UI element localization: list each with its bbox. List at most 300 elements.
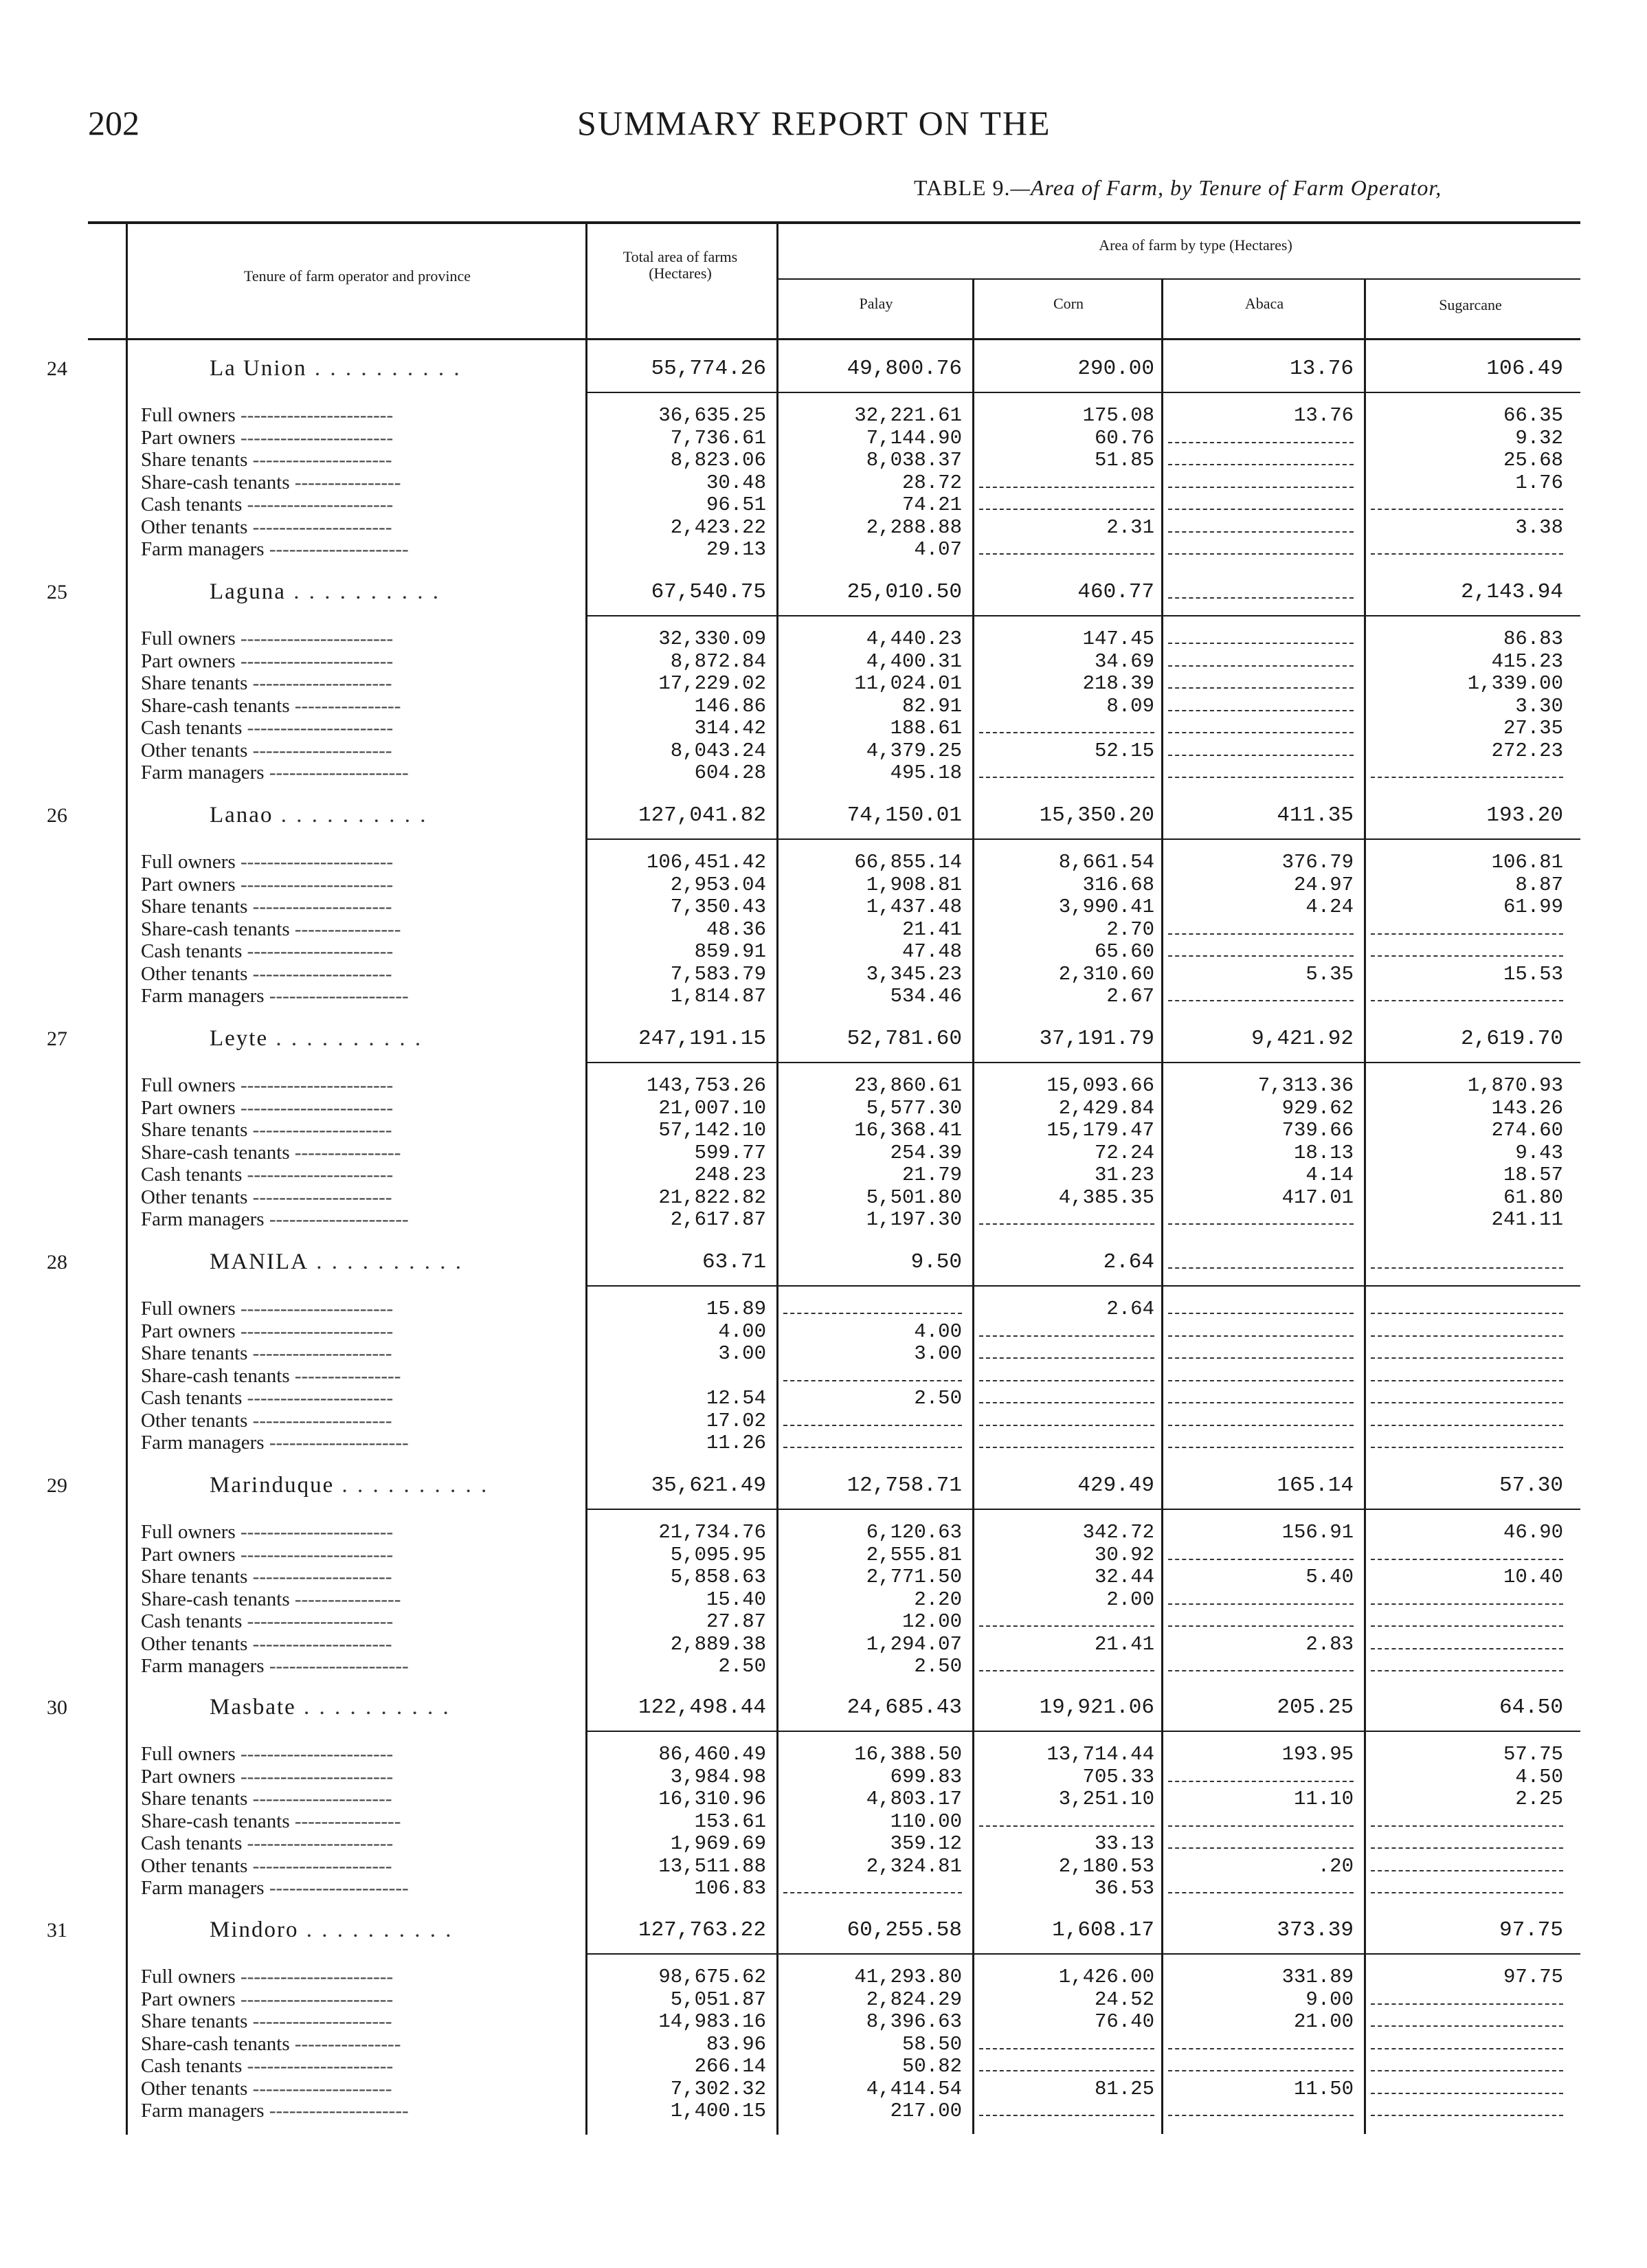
cell-total: 48.36 [706, 918, 766, 941]
leader-dots: ---------------------- [242, 1387, 394, 1409]
cell-sugar: 46.90 [1503, 1521, 1563, 1544]
province-name: Marinduque . . . . . . . . . . [210, 1473, 489, 1498]
cell-corn: 2.31 [1106, 515, 1154, 539]
cell-abaca: 156.91 [1281, 1521, 1354, 1544]
cell-palay: 47.48 [901, 940, 962, 963]
leader-dots: --------------------- [247, 1788, 392, 1810]
province-number: 24 [47, 357, 67, 380]
tenure-label: Cash tenants ---------------------- [141, 2055, 394, 2077]
cell-total: 27.87 [706, 1610, 766, 1633]
province-palay-value: 74,150.01 [847, 803, 962, 827]
cell-palay: 4,379.25 [866, 739, 962, 762]
empty-cell-dash [1371, 1402, 1563, 1403]
empty-cell-dash [1168, 1447, 1354, 1448]
leader-dots: ----------------------- [235, 1988, 394, 2010]
leader-dots: ---------------- [289, 918, 401, 940]
cell-abaca: 331.89 [1281, 1966, 1354, 1988]
empty-cell-dash [1168, 710, 1354, 711]
empty-cell-dash [979, 2115, 1154, 2116]
empty-cell-dash [1168, 1781, 1354, 1782]
province-corn-value: 2.64 [1103, 1250, 1154, 1274]
province-number: 25 [47, 581, 67, 603]
cell-corn: 31.23 [1094, 1164, 1154, 1186]
cell-corn: 3,990.41 [1058, 896, 1154, 918]
cell-palay: 5,577.30 [866, 1096, 962, 1120]
province-separator-rule [585, 1285, 1580, 1287]
empty-cell-dash [1168, 1625, 1354, 1627]
cell-corn: 21.41 [1094, 1632, 1154, 1656]
group-header-rule [778, 278, 1580, 280]
tenure-label: Farm managers --------------------- [141, 1655, 409, 1677]
leader-dots: ---------------------- [242, 717, 394, 739]
cell-corn: 4,385.35 [1058, 1186, 1154, 1209]
empty-cell-dash [1168, 732, 1354, 733]
cell-palay: 1,294.07 [866, 1632, 962, 1656]
cell-palay: 3,345.23 [866, 962, 962, 986]
province-separator-rule [585, 838, 1580, 840]
cell-corn: 8,661.54 [1058, 851, 1154, 874]
cell-palay: 359.12 [890, 1832, 962, 1855]
empty-cell-dash [979, 553, 1154, 555]
tenure-label: Part owners ----------------------- [141, 1543, 394, 1566]
tenure-label: Part owners ----------------------- [141, 873, 394, 896]
tenure-label: Other tenants --------------------- [141, 962, 392, 985]
cell-total: 248.23 [694, 1164, 766, 1186]
cell-total: 5,051.87 [670, 1988, 766, 2011]
empty-cell-dash [979, 1223, 1154, 1225]
cell-palay: 16,368.41 [854, 1119, 962, 1142]
province-palay-value: 25,010.50 [847, 580, 962, 604]
leader-dots: ---------------------- [242, 2055, 394, 2077]
province-number: 31 [47, 1919, 67, 1942]
cell-palay: 2,771.50 [866, 1566, 962, 1588]
empty-cell-dash [1168, 1313, 1354, 1314]
province-sugar-value: 2,143.94 [1461, 580, 1563, 604]
empty-cell-dash [783, 1447, 962, 1448]
cell-palay: 2.20 [914, 1588, 962, 1611]
empty-cell-dash [1168, 2048, 1354, 2049]
province-palay-value: 60,255.58 [847, 1918, 962, 1942]
cell-total: 30.48 [706, 471, 766, 494]
empty-cell-dash [1168, 464, 1354, 465]
tenure-label: Other tenants --------------------- [141, 1632, 392, 1655]
tenure-label: Full owners ----------------------- [141, 404, 394, 426]
empty-cell-dash [1371, 2025, 1563, 2027]
cell-corn: 2,429.84 [1058, 1096, 1154, 1120]
leader-dots: . . . . . . . . . . [268, 1026, 423, 1051]
empty-cell-dash [783, 1380, 962, 1381]
empty-cell-dash [1168, 1335, 1354, 1337]
province-abaca-value: 165.14 [1277, 1474, 1354, 1498]
province-separator-rule [585, 1062, 1580, 1063]
tenure-label: Part owners ----------------------- [141, 1765, 394, 1788]
table-label: TABLE 9. [914, 175, 1011, 200]
cell-corn: 1,426.00 [1058, 1966, 1154, 1988]
empty-cell-dash [1371, 1559, 1563, 1560]
cell-abaca: 417.01 [1281, 1186, 1354, 1209]
empty-cell-dash [1371, 1670, 1563, 1671]
province-separator-rule [585, 392, 1580, 393]
running-title: SUMMARY REPORT ON THE [577, 104, 1051, 142]
col-rule-palay [776, 224, 778, 2135]
cell-total: 2.50 [718, 1655, 766, 1678]
leader-dots: --------------------- [264, 1877, 409, 1899]
leader-dots: ---------------- [289, 2032, 401, 2055]
province-total-value: 122,498.44 [638, 1696, 766, 1720]
empty-cell-dash [1371, 1425, 1563, 1426]
cell-sugar: 61.99 [1503, 896, 1563, 918]
empty-cell-dash [1371, 1000, 1563, 1001]
empty-cell-dash [1371, 2003, 1563, 2005]
leader-dots: --------------------- [247, 1342, 392, 1364]
col-rule-label [126, 224, 128, 2135]
empty-cell-dash [1168, 553, 1354, 555]
tenure-label: Farm managers --------------------- [141, 985, 409, 1007]
table-header-rule [88, 338, 1580, 340]
empty-cell-dash [1371, 955, 1563, 957]
leader-dots: ---------------- [289, 1810, 401, 1832]
cell-palay: 2,288.88 [866, 515, 962, 539]
col-rule-abaca [1161, 278, 1163, 2134]
tenure-label: Other tenants --------------------- [141, 515, 392, 538]
cell-palay: 217.00 [890, 2100, 962, 2122]
leader-dots: --------------------- [264, 538, 409, 560]
cell-abaca: 9.00 [1306, 1988, 1354, 2011]
cell-abaca: 4.14 [1306, 1164, 1354, 1186]
cell-sugar: 2.25 [1515, 1788, 1563, 1810]
cell-total: 3.00 [718, 1342, 766, 1365]
cell-sugar: 1,339.00 [1467, 672, 1563, 695]
cell-total: 86,460.49 [658, 1743, 766, 1766]
leader-dots: ----------------------- [235, 404, 394, 426]
cell-corn: 76.40 [1094, 2010, 1154, 2033]
province-total-value: 35,621.49 [651, 1474, 766, 1498]
cell-total: 3,984.98 [670, 1765, 766, 1788]
tenure-label: Share-cash tenants ---------------- [141, 1588, 401, 1610]
province-number: 27 [47, 1027, 67, 1050]
empty-cell-dash [1371, 1603, 1563, 1605]
tenure-label: Share-cash tenants ---------------- [141, 694, 401, 717]
empty-cell-dash [1168, 1670, 1354, 1671]
leader-dots: --------------------- [247, 1566, 392, 1588]
tenure-label: Cash tenants ---------------------- [141, 717, 394, 739]
leader-dots: . . . . . . . . . . [285, 579, 440, 604]
cell-sugar: 10.40 [1503, 1566, 1563, 1588]
tenure-label: Part owners ----------------------- [141, 1096, 394, 1119]
cell-total: 96.51 [706, 493, 766, 516]
cell-corn: 2.67 [1106, 985, 1154, 1008]
cell-palay: 8,038.37 [866, 449, 962, 471]
leader-dots: --------------------- [247, 1119, 392, 1141]
leader-dots: ---------------- [289, 1588, 401, 1610]
cell-total: 146.86 [694, 694, 766, 718]
cell-corn: 36.53 [1094, 1877, 1154, 1900]
province-palay-value: 9.50 [910, 1250, 962, 1274]
tenure-label: Part owners ----------------------- [141, 649, 394, 672]
cell-corn: 15,093.66 [1046, 1074, 1154, 1097]
cell-palay: 74.21 [901, 493, 962, 516]
cell-corn: 2,180.53 [1058, 1854, 1154, 1878]
cell-total: 7,736.61 [670, 426, 766, 449]
cell-sugar: 61.80 [1503, 1186, 1563, 1209]
empty-cell-dash [1168, 1825, 1354, 1827]
cell-corn: 13,714.44 [1046, 1743, 1154, 1766]
province-number: 30 [47, 1696, 67, 1719]
cell-total: 29.13 [706, 538, 766, 561]
province-palay-value: 52,781.60 [847, 1027, 962, 1051]
cell-sugar: 25.68 [1503, 449, 1563, 471]
cell-total: 15.89 [706, 1298, 766, 1320]
tenure-label: Share tenants --------------------- [141, 896, 392, 918]
leader-dots: ----------------------- [235, 873, 394, 896]
cell-corn: 60.76 [1094, 426, 1154, 449]
tenure-label: Cash tenants ---------------------- [141, 940, 394, 962]
tenure-label: Farm managers --------------------- [141, 2100, 409, 2122]
header-palay: Palay [859, 295, 893, 312]
empty-cell-dash [979, 1425, 1154, 1426]
tenure-label: Cash tenants ---------------------- [141, 1610, 394, 1632]
cell-abaca: 13.76 [1293, 404, 1354, 427]
cell-sugar: 9.32 [1515, 426, 1563, 449]
leader-dots: ----------------------- [235, 1320, 394, 1342]
cell-abaca: 376.79 [1281, 851, 1354, 874]
province-name: Leyte . . . . . . . . . . [210, 1026, 423, 1051]
tenure-label: Part owners ----------------------- [141, 1988, 394, 2010]
cell-palay: 2,824.29 [866, 1988, 962, 2011]
empty-cell-dash [1371, 1357, 1563, 1359]
cell-corn: 147.45 [1082, 627, 1154, 650]
province-palay-value: 24,685.43 [847, 1696, 962, 1720]
cell-total: 83.96 [706, 2032, 766, 2056]
cell-palay: 4,414.54 [866, 2077, 962, 2100]
empty-cell-dash [1371, 1892, 1563, 1893]
province-sugar-value: 97.75 [1499, 1918, 1563, 1942]
leader-dots: --------------------- [247, 1632, 392, 1655]
cell-corn: 2,310.60 [1058, 962, 1154, 986]
empty-cell-dash [1168, 597, 1354, 599]
cell-palay: 23,860.61 [854, 1074, 962, 1097]
cell-total: 106,451.42 [646, 851, 766, 874]
leader-dots: --------------------- [247, 1186, 392, 1208]
tenure-label: Share tenants --------------------- [141, 1788, 392, 1810]
tenure-label: Full owners ----------------------- [141, 627, 394, 649]
empty-cell-dash [1168, 1847, 1354, 1849]
empty-cell-dash [1168, 1380, 1354, 1381]
empty-cell-dash [1168, 1559, 1354, 1560]
empty-cell-dash [783, 1313, 962, 1314]
province-name: MANILA . . . . . . . . . . [210, 1249, 463, 1274]
tenure-label: Part owners ----------------------- [141, 426, 394, 449]
tenure-label: Share-cash tenants ---------------- [141, 2032, 401, 2055]
cell-sugar: 143.26 [1491, 1096, 1563, 1120]
cell-sugar: 1.76 [1515, 471, 1563, 494]
province-corn-value: 429.49 [1077, 1474, 1154, 1498]
cell-palay: 3.00 [914, 1342, 962, 1365]
cell-total: 599.77 [694, 1141, 766, 1164]
province-abaca-value: 13.76 [1289, 357, 1354, 381]
leader-dots: ----------------------- [235, 1743, 394, 1765]
cell-corn: 218.39 [1082, 672, 1154, 695]
cell-total: 143,753.26 [646, 1074, 766, 1097]
cell-total: 7,583.79 [670, 962, 766, 986]
province-abaca-value: 205.25 [1277, 1696, 1354, 1720]
cell-sugar: 272.23 [1491, 739, 1563, 762]
leader-dots: ----------------------- [235, 1096, 394, 1119]
empty-cell-dash [1371, 1825, 1563, 1827]
empty-cell-dash [1168, 531, 1354, 533]
cell-palay: 4.07 [914, 538, 962, 561]
leader-dots: . . . . . . . . . . [273, 803, 428, 827]
empty-cell-dash [1168, 487, 1354, 488]
empty-cell-dash [979, 1402, 1154, 1403]
cell-palay: 7,144.90 [866, 426, 962, 449]
header-area-group: Area of farm by type (Hectares) [1099, 236, 1292, 254]
empty-cell-dash [1371, 2048, 1563, 2049]
cell-corn: 175.08 [1082, 404, 1154, 427]
cell-total: 36,635.25 [658, 404, 766, 427]
cell-corn: 72.24 [1094, 1141, 1154, 1164]
leader-dots: . . . . . . . . . . [308, 1249, 463, 1274]
leader-dots: --------------------- [247, 1409, 392, 1432]
province-sugar-value: 2,619.70 [1461, 1027, 1563, 1051]
cell-corn: 316.68 [1082, 873, 1154, 896]
leader-dots: ----------------------- [235, 649, 394, 672]
cell-total: 14,983.16 [658, 2010, 766, 2033]
cell-sugar: 86.83 [1503, 627, 1563, 650]
province-separator-rule [585, 1953, 1580, 1955]
leader-dots: ---------------------- [242, 1832, 394, 1854]
empty-cell-dash [979, 1335, 1154, 1337]
cell-sugar: 8.87 [1515, 873, 1563, 896]
province-name: Mindoro . . . . . . . . . . [210, 1917, 453, 1942]
tenure-label: Share tenants --------------------- [141, 1119, 392, 1141]
leader-dots: ----------------------- [235, 1966, 394, 1988]
empty-cell-dash [783, 1425, 962, 1426]
empty-cell-dash [979, 732, 1154, 733]
tenure-label: Cash tenants ---------------------- [141, 1164, 394, 1186]
tenure-label: Share-cash tenants ---------------- [141, 471, 401, 493]
cell-sugar: 4.50 [1515, 1765, 1563, 1788]
cell-palay: 21.79 [901, 1164, 962, 1186]
leader-dots: --------------------- [264, 1432, 409, 1454]
cell-abaca: .20 [1317, 1854, 1354, 1878]
cell-total: 8,872.84 [670, 649, 766, 673]
province-name: La Union . . . . . . . . . . [210, 356, 462, 381]
leader-dots: --------------------- [264, 985, 409, 1007]
empty-cell-dash [979, 2048, 1154, 2049]
tenure-label: Share-cash tenants ---------------- [141, 918, 401, 940]
empty-cell-dash [1168, 955, 1354, 957]
cell-total: 266.14 [694, 2055, 766, 2078]
cell-total: 604.28 [694, 761, 766, 784]
cell-palay: 8,396.63 [866, 2010, 962, 2033]
empty-cell-dash [979, 487, 1154, 488]
page-number: 202 [88, 104, 139, 142]
leader-dots: . . . . . . . . . . [298, 1917, 453, 1942]
province-abaca-value: 411.35 [1277, 803, 1354, 827]
empty-cell-dash [1371, 933, 1563, 935]
cell-total: 21,822.82 [658, 1186, 766, 1209]
tenure-label: Farm managers --------------------- [141, 761, 409, 783]
cell-palay: 699.83 [890, 1765, 962, 1788]
tenure-label: Share-cash tenants ---------------- [141, 1810, 401, 1832]
tenure-label: Farm managers --------------------- [141, 1208, 409, 1230]
province-palay-value: 49,800.76 [847, 357, 962, 381]
cell-total: 17.02 [706, 1409, 766, 1432]
empty-cell-dash [979, 509, 1154, 510]
tenure-label: Full owners ----------------------- [141, 851, 394, 873]
cell-corn: 2.00 [1106, 1588, 1154, 1611]
tenure-label: Full owners ----------------------- [141, 1966, 394, 1988]
tenure-label: Farm managers --------------------- [141, 1432, 409, 1454]
cell-palay: 82.91 [901, 694, 962, 718]
province-sugar-value: 106.49 [1486, 357, 1563, 381]
cell-total: 2,953.04 [670, 873, 766, 896]
cell-sugar: 15.53 [1503, 962, 1563, 986]
empty-cell-dash [979, 1357, 1154, 1359]
cell-abaca: 4.24 [1306, 896, 1354, 918]
leader-dots: ----------------------- [235, 627, 394, 649]
empty-cell-dash [1168, 755, 1354, 756]
cell-sugar: 3.38 [1515, 515, 1563, 539]
cell-total: 314.42 [694, 717, 766, 740]
leader-dots: ---------------------- [242, 1610, 394, 1632]
leader-dots: --------------------- [247, 896, 392, 918]
leader-dots: ----------------------- [235, 1543, 394, 1566]
cell-abaca: 18.13 [1293, 1141, 1354, 1164]
empty-cell-dash [1371, 509, 1563, 510]
cell-total: 2,617.87 [670, 1208, 766, 1231]
cell-sugar: 9.43 [1515, 1141, 1563, 1164]
leader-dots: --------------------- [247, 672, 392, 694]
tenure-label: Share tenants --------------------- [141, 1342, 392, 1364]
cell-palay: 4.00 [914, 1320, 962, 1343]
cell-palay: 2.50 [914, 1655, 962, 1678]
cell-sugar: 18.57 [1503, 1164, 1563, 1186]
cell-total: 17,229.02 [658, 672, 766, 695]
cell-total: 11.26 [706, 1432, 766, 1454]
province-corn-value: 37,191.79 [1039, 1027, 1154, 1051]
cell-sugar: 57.75 [1503, 1743, 1563, 1766]
empty-cell-dash [1168, 933, 1354, 935]
leader-dots: --------------------- [247, 449, 392, 471]
cell-corn: 51.85 [1094, 449, 1154, 471]
cell-total: 12.54 [706, 1387, 766, 1410]
tenure-label: Other tenants --------------------- [141, 1854, 392, 1877]
tenure-label: Full owners ----------------------- [141, 1074, 394, 1096]
leader-dots: ----------------------- [235, 1074, 394, 1096]
cell-abaca: 739.66 [1281, 1119, 1354, 1142]
cell-total: 21,734.76 [658, 1521, 766, 1544]
tenure-label: Full owners ----------------------- [141, 1521, 394, 1543]
cell-total: 2,889.38 [670, 1632, 766, 1656]
cell-total: 98,675.62 [658, 1966, 766, 1988]
leader-dots: --------------------- [247, 2077, 392, 2100]
empty-cell-dash [979, 1825, 1154, 1827]
province-total-value: 67,540.75 [651, 580, 766, 604]
cell-abaca: 193.95 [1281, 1743, 1354, 1766]
leader-dots: --------------------- [247, 962, 392, 985]
cell-total: 4.00 [718, 1320, 766, 1343]
tenure-label: Other tenants --------------------- [141, 1186, 392, 1208]
cell-abaca: 2.83 [1306, 1632, 1354, 1656]
empty-cell-dash [1168, 1000, 1354, 1001]
province-separator-rule [585, 1509, 1580, 1510]
leader-dots: --------------------- [264, 1655, 409, 1677]
empty-cell-dash [1371, 1847, 1563, 1849]
cell-corn: 342.72 [1082, 1521, 1154, 1544]
province-abaca-value: 373.39 [1277, 1918, 1354, 1942]
